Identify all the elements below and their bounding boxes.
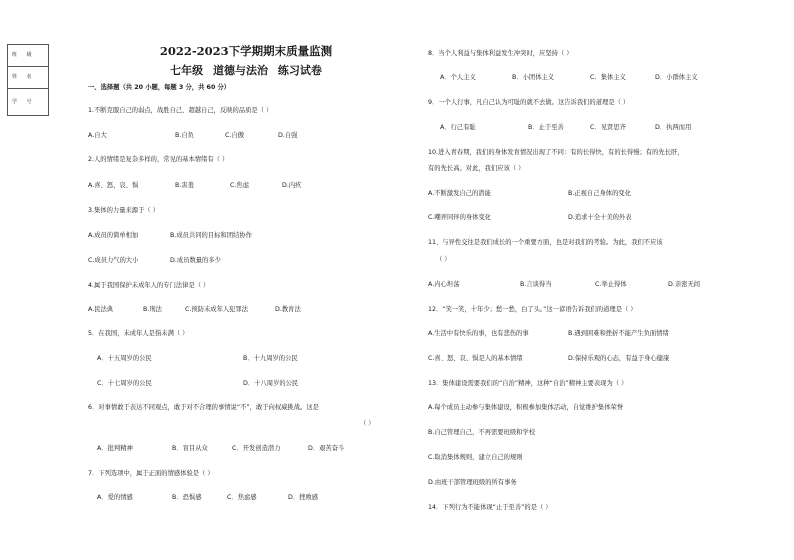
q6-option-a: A．批判精神 xyxy=(97,445,133,452)
q8-option-a: A．个人主义 xyxy=(440,74,476,81)
q3-option-b: B.成员共同的目标和团结协作 xyxy=(170,232,252,239)
q7-option-a: A．爱的情感 xyxy=(97,494,133,501)
q12-option-c: C.喜、怒、哀、惧是人的基本情绪 xyxy=(428,355,523,362)
q4-option-c: C.预防未成年人犯罪法 xyxy=(185,306,249,313)
student-info-table xyxy=(7,44,49,116)
q13-option-a: A.每个成员主动参与集体建设，积极参加集体活动，自觉维护集体荣誉 xyxy=(428,404,624,411)
q6-answer-paren: （ ） xyxy=(360,420,375,427)
question-12: 12．“笑一笑，十年少；愁一愁，白了头。”这一谚语告诉我们的道理是（ ） xyxy=(428,306,637,313)
question-9: 9．一个人行事，凡自己认为可耻的就不去做。这告诉我们的道理是（ ） xyxy=(428,99,630,106)
q11-option-d: D.亲密无间 xyxy=(668,281,701,288)
question-6: 6．对事情敢于表达不同观点，敢于对不合理的事情说“不”，敢于向权威挑战。这是 xyxy=(88,404,319,411)
q4-option-d: D.教育法 xyxy=(275,306,301,313)
q10-option-c: C.嘲弄同伴的身体变化 xyxy=(428,214,492,221)
q13-option-c: C.取消集体规则，建立自己的规则 xyxy=(428,454,523,461)
page-subtitle: 七年级 道德与法治 练习试卷 xyxy=(170,64,322,77)
q2-option-b: B.害羞 xyxy=(175,182,194,189)
q4-option-a: A.民法典 xyxy=(88,306,114,313)
q1-option-d: D.自强 xyxy=(278,132,298,139)
q2-option-a: A.喜、怒、哀、惧 xyxy=(88,182,139,189)
q1-option-a: A.自大 xyxy=(88,132,107,139)
student-id-label: 学 号 xyxy=(12,99,36,105)
q11-option-b: B.言谈得当 xyxy=(520,281,552,288)
class-label: 班 级 xyxy=(8,45,48,67)
q10-option-d: D.追求十全十美的外表 xyxy=(568,214,632,221)
question-11-line-1: 11、与异性交往是我们成长的一个重要方面，也是对我们的考验。为此，我们不应该 xyxy=(428,239,663,246)
q11-option-a: A.内心坦荡 xyxy=(428,281,460,288)
q3-option-a: A.成员的简单相加 xyxy=(88,232,139,239)
q5-option-b: B．十九周岁的公民 xyxy=(243,355,298,362)
q3-option-d: D.成员数量的多少 xyxy=(170,257,221,264)
question-7: 7．下列选项中，属于正面的情感体验是（ ） xyxy=(88,470,214,477)
q12-option-d: D.保持乐观的心态，有益于身心健康 xyxy=(568,355,670,362)
q9-option-c: C．见贤思齐 xyxy=(590,124,626,131)
q1-option-b: B.自负 xyxy=(175,132,194,139)
q10-option-b: B.正视自己身体的变化 xyxy=(568,190,631,197)
q12-option-a: A.生活中有快乐的事，也有悲伤的事 xyxy=(428,330,529,337)
question-5: 5．在我国，未成年人是指未满（ ） xyxy=(88,330,189,337)
q5-option-a: A．十五周岁的公民 xyxy=(97,355,152,362)
question-2: 2.人的情绪是复杂多样的，常见的基本情绪有（ ） xyxy=(88,156,229,163)
q3-option-c: C.成员力气的大小 xyxy=(88,257,139,264)
q13-option-b: B.自己管理自己，不再需要班级和学校 xyxy=(428,429,536,436)
q10-option-a: A.不断激发自己的潜能 xyxy=(428,190,491,197)
q5-option-c: C．十七周岁的公民 xyxy=(97,380,152,387)
section-heading: 一、选择题（共 20 小题，每题 3 分，共 60 分） xyxy=(88,84,231,91)
q6-option-c: C．开发创造潜力 xyxy=(232,445,281,452)
q8-option-c: C．集体主义 xyxy=(590,74,626,81)
q4-option-b: B.刑法 xyxy=(143,306,162,313)
question-14: 14．下列行为不能体现“止于至善”的是（ ） xyxy=(428,504,552,511)
question-10-line-1: 10.进入青春期，我们的身体发育情况出现了不同：有的长得快，有的长得慢；有的先长肝， xyxy=(428,149,684,156)
q12-option-b: B.遇到困难和挫折不能产生负面情绪 xyxy=(568,330,669,337)
question-10-line-2: 有的先长高。对此，我们应该（ ） xyxy=(428,165,525,172)
q9-option-a: A．行己有耻 xyxy=(440,124,476,131)
question-1: 1.不断克服自己的弱点，战胜自己、超越自己，反映的品质是（ ） xyxy=(88,107,273,114)
q5-option-d: D．十八周岁的公民 xyxy=(243,380,299,387)
name-label: 姓 名 xyxy=(8,67,48,89)
q9-option-b: B．止于至善 xyxy=(528,124,564,131)
question-8: 8．当个人利益与集体利益发生冲突时，应坚持（ ） xyxy=(428,50,573,57)
q13-option-d: D.由班干部管理班级的所有事务 xyxy=(428,479,517,486)
q8-option-d: D．小群体主义 xyxy=(655,74,698,81)
q2-option-d: D.内疚 xyxy=(282,182,302,189)
q7-option-b: B．恐惧感 xyxy=(172,494,202,501)
question-4: 4.属于我国保护未成年人的专门法律是（ ） xyxy=(88,282,210,289)
q6-option-d: D．艰苦奋斗 xyxy=(308,445,345,452)
q7-option-c: C．焦虑感 xyxy=(227,494,257,501)
q9-option-d: D．执两而用 xyxy=(655,124,692,131)
q1-option-c: C.自傲 xyxy=(225,132,244,139)
question-13: 13．集体建设需要我们的“自治”精神，这种“自治”精神主要表现为（ ） xyxy=(428,380,628,387)
q11-option-c: C.举止得体 xyxy=(595,281,627,288)
page-title: 2022-2023下学期期末质量监测 xyxy=(159,44,333,58)
question-3: 3.集体的力量来源于（ ） xyxy=(88,207,159,214)
q6-option-b: B．盲目从众 xyxy=(172,445,208,452)
q8-option-b: B．小团体主义 xyxy=(512,74,555,81)
q7-option-d: D．挫败感 xyxy=(288,494,319,501)
question-11-line-2: （ ） xyxy=(436,256,451,263)
q2-option-c: C.焦虑 xyxy=(230,182,249,189)
